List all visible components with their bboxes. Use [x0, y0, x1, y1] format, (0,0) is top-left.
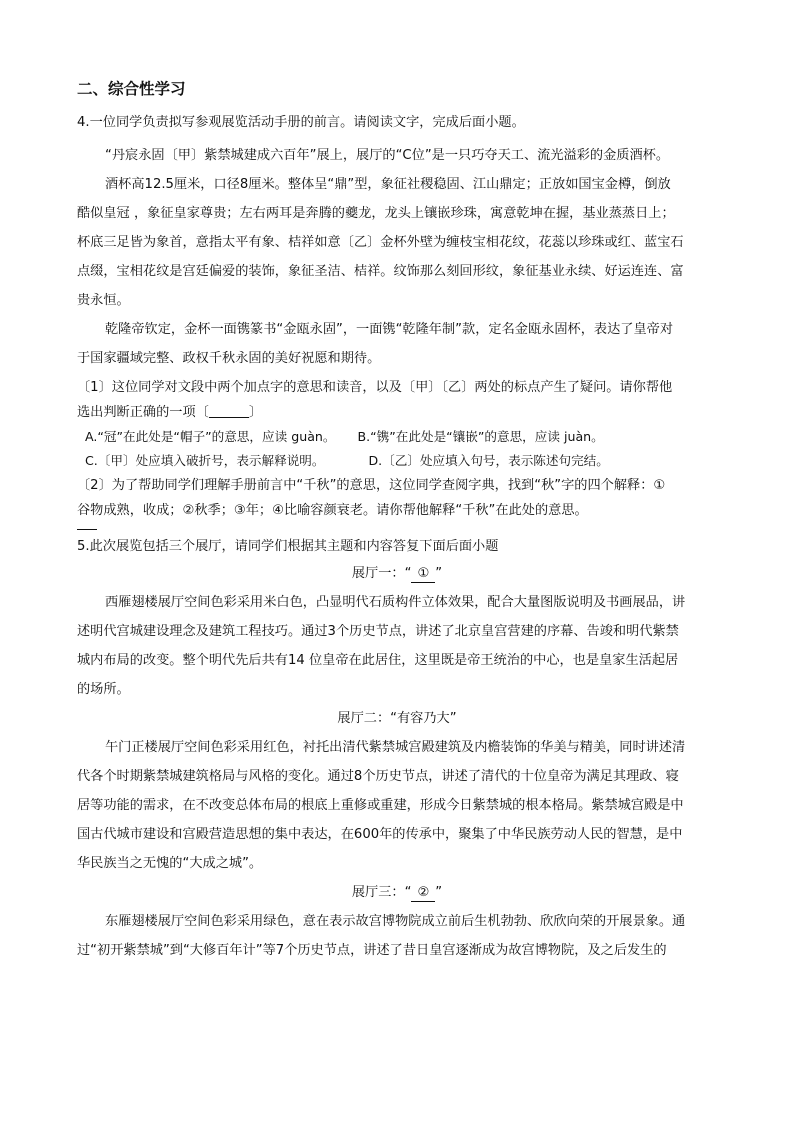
section-title: 二、综合性学习	[77, 80, 186, 98]
q4-para2-line: 酒杯高12.5厘米，口径8厘米。整体呈“鼎”型，象征社稷稳固、江山鼎定；正放如国宝金樽，倒放	[105, 177, 671, 192]
hall-2-line: 午门正楼展厅空间色彩采用红色，衬托出清代紫禁城宫殿建筑及内檐装饰的华美与精美，同时讲述清	[105, 740, 686, 755]
q4-para2-line: 贵永恒。	[77, 293, 130, 308]
q4-sub-question-1	[77, 375, 717, 425]
q4-sub1-close: 〕	[248, 405, 263, 420]
option-c[interactable]: C.〔甲〕处应填入破折号，表示解释说明。	[85, 453, 325, 468]
q4-paragraph-1: “丹宸永固〔甲〕紫禁城建成六百年”展上，展厅的“C位”是一只巧夺天工、流光溢彩的金质酒杯。	[105, 148, 670, 163]
q4-paragraph-3	[77, 315, 717, 373]
answer-blank[interactable]	[209, 403, 249, 418]
hall-2-title: 展厅二：“有容乃大”	[337, 711, 457, 726]
q4-para2-line: 杯底三足皆为象首，意指太平有象、桔祥如意〔乙〕金杯外壁为缠枝宝相花纹，花蕊以珍珠或红、蓝宝石	[77, 235, 684, 250]
question-4-stem: 4.一位同学负责拟写参观展览活动手册的前言。请阅读文字，完成后面小题。	[77, 115, 525, 130]
option-a[interactable]: A.“冠”在此处是“帽子”的意思，应读 guàn。	[85, 429, 336, 444]
hall-3-suffix: ”	[435, 885, 443, 900]
hall-1-line: 的场所。	[77, 682, 130, 697]
q4-sub-question-2	[77, 473, 717, 523]
hall-2-line: 国古代城市建设和宫殿营造思想的集中表达，在600年的传承中，聚集了中华民族劳动人民的智慧，是中	[77, 827, 683, 842]
hall-3-prefix: 展厅三：“	[351, 885, 412, 900]
q4-sub1-line	[77, 400, 717, 425]
q4-sub1-line: 〔1〕这位同学对文段中两个加点字的意思和读音，以及〔甲〕〔乙〕两处的标点产生了疑问。请你帮他	[77, 380, 673, 395]
hall-1-prefix: 展厅一：“	[351, 566, 412, 581]
q4-para2-line: 酷似皇冠 ，象征皇家尊贵；左右两耳是奔腾的夔龙，龙头上镶嵌珍珠，寓意乾坤在握，基业蒸蒸日上；	[77, 206, 675, 221]
hall-2-line: 居等功能的需求，在不改变总体布局的根底上重修或重建，形成今日紫禁城的根本格局。紫禁城宫殿是中	[77, 798, 684, 813]
hall-3-description	[77, 907, 717, 965]
option-d[interactable]: D.〔乙〕处应填入句号，表示陈述句完结。	[368, 453, 609, 468]
q4-sub1-text: 选出判断正确的一项〔	[77, 405, 209, 420]
divider	[77, 529, 97, 530]
hall-1-line: 城内布局的改变。整个明代先后共有14 位皇帝在此居住，这里既是帝王统治的中心，也是皇家生活起居	[77, 653, 679, 668]
q4-para3-line: 乾隆帝钦定，金杯一面镌篆书“金瓯永固”，一面镌“乾隆年制”款，定名金瓯永固杯，表达了皇帝对	[105, 322, 674, 337]
hall-1-line: 西雁翅楼展厅空间色彩采用米白色，凸显明代石质构件立体效果，配合大量图版说明及书画展品，讲	[105, 595, 686, 610]
options-row-2	[77, 449, 717, 473]
hall-2-line: 代各个时期紫禁城建筑格局与风格的变化。通过8个历史节点，讲述了清代的十位皇帝为满足其理政、寝	[77, 769, 679, 784]
options-row-1	[77, 425, 717, 449]
question-5-stem: 5.此次展览包括三个展厅，请同学们根据其主题和内容答复下面后面小题	[77, 539, 499, 554]
hall-3-blank[interactable]: ②	[411, 885, 435, 902]
q4-para2-line: 点缀，宝相花纹是宫廷偏爱的装饰，象征圣洁、桔祥。纹饰那么刻回形纹，象征基业永续、好运连连、富	[77, 264, 684, 279]
hall-1-suffix: ”	[435, 566, 443, 581]
q4-para3-line: 于国家疆域完整、政权千秋永固的美好祝愿和期待。	[77, 351, 381, 366]
q4-paragraph-2	[77, 170, 717, 315]
hall-3-line: 东雁翅楼展厅空间色彩采用绿色，意在表示故宫博物院成立前后生机勃勃、欣欣向荣的开展景象。通	[105, 914, 686, 929]
document-content	[77, 78, 717, 965]
hall-1-blank[interactable]: ①	[411, 566, 435, 583]
hall-3-line: 过“初开紫禁城”到“大修百年计”等7个历史节点，讲述了昔日皇宫逐渐成为故宫博物院，及之后发生的	[77, 943, 667, 958]
hall-2-line: 华民族当之无愧的“大成之城”。	[77, 856, 263, 871]
hall-1-title	[77, 559, 717, 588]
hall-1-line: 述明代宫城建设理念及建筑工程技巧。通过3个历史节点，讲述了北京皇宫营建的序幕、告竣和明代紫禁	[77, 624, 679, 639]
hall-3-title	[77, 878, 717, 907]
q4-sub2-line: 〔2〕为了帮助同学们理解手册前言中“千秋”的意思，这位同学查阅字典，找到“秋”字的四个解释：①	[77, 478, 666, 493]
q4-sub2-line: 谷物成熟，收成；②秋季；③年；④比喻容颜衰老。请你帮他解释“千秋”在此处的意思。	[77, 503, 588, 518]
hall-1-description	[77, 588, 717, 704]
option-b[interactable]: B.“镌”在此处是“镶嵌”的意思，应读 juàn。	[357, 429, 604, 444]
hall-2-description	[77, 733, 717, 878]
